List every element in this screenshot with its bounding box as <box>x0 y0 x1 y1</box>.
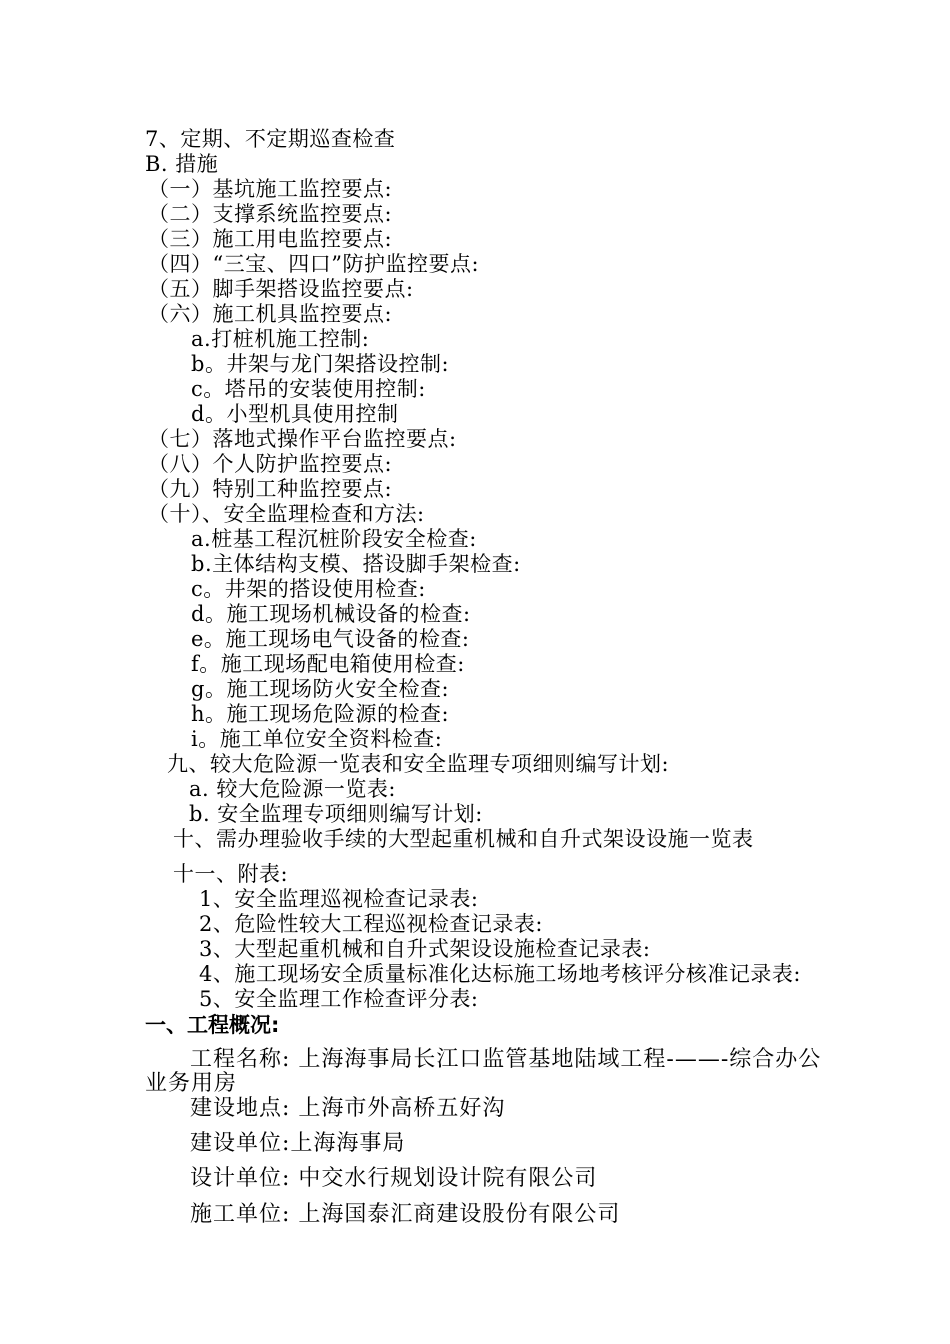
toc-section-6b: b。井架与龙门架搭设控制: <box>191 352 450 376</box>
toc-section-10: （十）、安全监理检查和方法: <box>148 502 425 526</box>
project-designer: 设计单位: 中交水行规划设计院有限公司 <box>190 1166 598 1191</box>
toc-chapter-9b: b. 安全监理专项细则编写计划: <box>189 802 483 826</box>
project-contractor: 施工单位: 上海国泰汇商建设股份有限公司 <box>190 1202 621 1227</box>
toc-section-7: （七）落地式操作平台监控要点: <box>148 427 457 451</box>
toc-section-10c: c。井架的搭设使用检查: <box>191 577 426 601</box>
toc-chapter-9: 九、较大危险源一览表和安全监理专项细则编写计划: <box>167 752 670 776</box>
toc-section-10i: i。施工单位安全资料检查: <box>191 727 443 751</box>
toc-section-10h: h。施工现场危险源的检查: <box>191 702 450 726</box>
toc-appendix-2: 2、危险性较大工程巡视检查记录表: <box>199 912 543 936</box>
toc-item-7: 7、定期、不定期巡查检查 <box>145 127 396 151</box>
toc-section-6c: c。塔吊的安装使用控制: <box>191 377 426 401</box>
toc-chapter-9a: a. 较大危险源一览表: <box>189 777 396 801</box>
overview-heading: 一、工程概况: <box>145 1013 280 1037</box>
project-name-line2: 业务用房 <box>145 1071 238 1096</box>
project-location: 建设地点: 上海市外高桥五好沟 <box>190 1096 506 1121</box>
toc-section-6d: d。小型机具使用控制 <box>191 402 399 426</box>
toc-section-9: （九）特别工种监控要点: <box>148 477 393 501</box>
toc-section-3: （三）施工用电监控要点: <box>148 227 393 251</box>
toc-section-10f: f。施工现场配电箱使用检查: <box>191 652 465 676</box>
toc-section-6a: a.打桩机施工控制: <box>191 327 370 351</box>
toc-section-8: （八）个人防护监控要点: <box>148 452 393 476</box>
project-name-line1: 工程名称: 上海海事局长江口监管基地陆域工程-——-综合办公 <box>190 1047 822 1072</box>
toc-section-10a: a.桩基工程沉桩阶段安全检查: <box>191 527 477 551</box>
toc-section-4: （四）“三宝、四口”防护监控要点: <box>148 252 480 276</box>
toc-section-6: （六）施工机具监控要点: <box>148 302 393 326</box>
toc-section-5: （五）脚手架搭设监控要点: <box>148 277 414 301</box>
toc-appendix-5: 5、安全监理工作检查评分表: <box>199 987 479 1011</box>
toc-section-10b: b.主体结构支模、搭设脚手架检查: <box>191 552 521 576</box>
toc-section-10d: d。施工现场机械设备的检查: <box>191 602 471 626</box>
toc-appendix-4: 4、施工现场安全质量标准化达标施工场地考核评分核准记录表: <box>199 962 801 986</box>
toc-chapter-11: 十一、附表: <box>173 862 289 886</box>
toc-appendix-1: 1、安全监理巡视检查记录表: <box>199 887 479 911</box>
toc-section-1: （一）基坑施工监控要点: <box>148 177 393 201</box>
toc-section-10g: g。施工现场防火安全检查: <box>191 677 450 701</box>
project-owner: 建设单位:上海海事局 <box>190 1131 406 1156</box>
toc-measures-b: B. 措施 <box>145 152 219 176</box>
toc-chapter-10: 十、需办理验收手续的大型起重机械和自升式架设设施一览表 <box>173 827 754 851</box>
toc-appendix-3: 3、大型起重机械和自升式架设设施检查记录表: <box>199 937 651 961</box>
toc-section-2: （二）支撑系统监控要点: <box>148 202 393 226</box>
toc-section-10e: e。施工现场电气设备的检查: <box>191 627 470 651</box>
